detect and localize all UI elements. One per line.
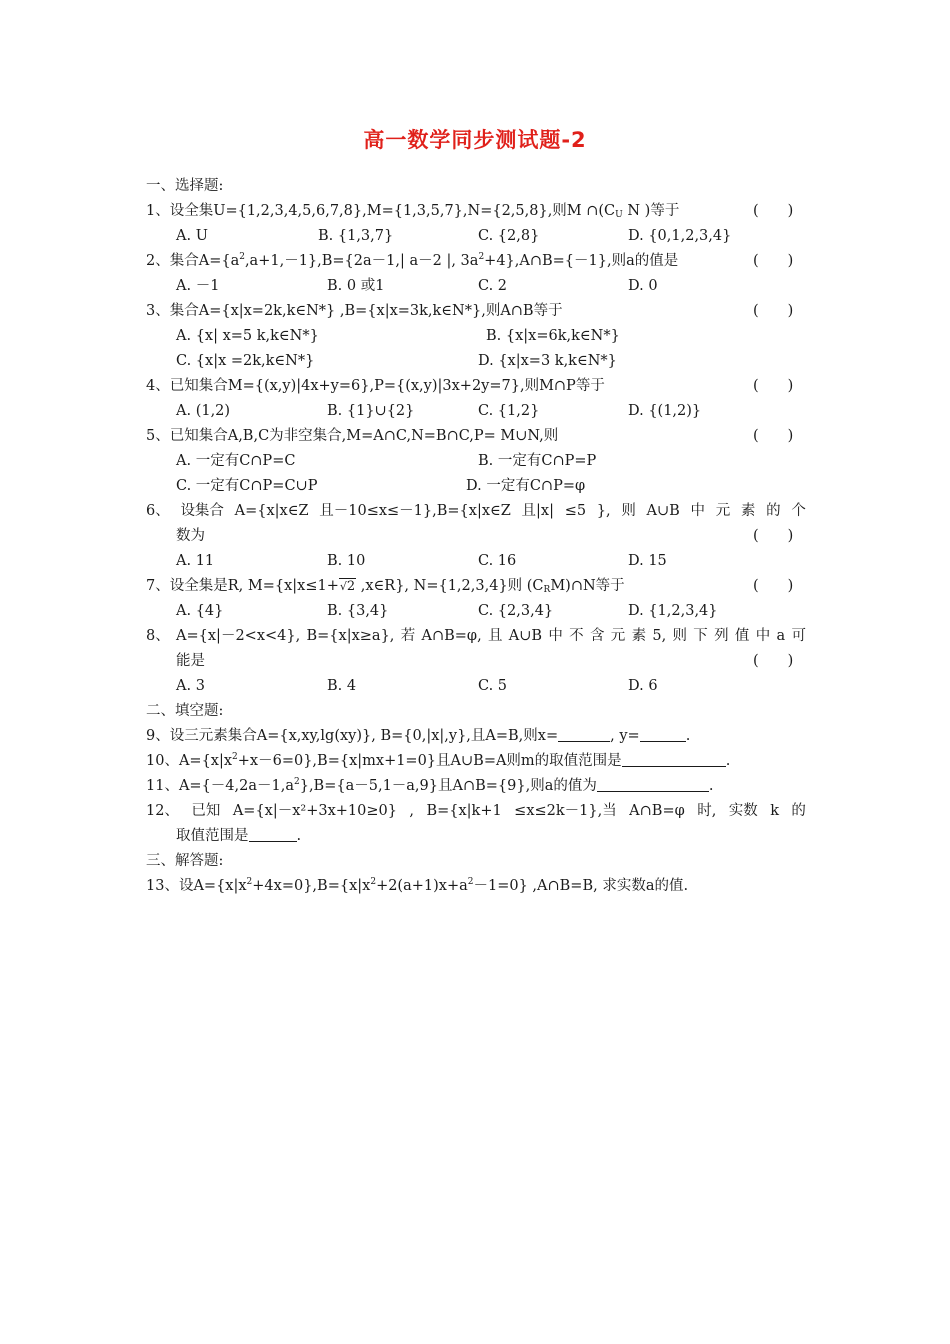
question-13-text-mid-2: +2(a+1)x+a xyxy=(376,878,468,894)
q8-word: A∩B=φ, xyxy=(421,628,482,644)
superscript: 2 xyxy=(478,252,485,262)
question-5-options-row-2 xyxy=(146,474,806,499)
answer-blank-y[interactable] xyxy=(640,725,686,742)
question-3-options-row-1 xyxy=(146,324,806,349)
question-8-text-end: 能是 xyxy=(176,653,205,669)
q6-word: A={x|x∈Z xyxy=(234,503,309,519)
question-7-text-end: M)∩N等于 xyxy=(550,578,625,594)
question-13-text-mid: +4x=0},B={x|x xyxy=(252,878,371,894)
q8-word: 8、 xyxy=(146,628,170,644)
q6-word: 元 xyxy=(715,503,731,519)
question-12-text-end: 取值范围是 xyxy=(176,828,249,844)
q12-word: 已知 xyxy=(191,803,221,819)
option-c: C. 2 xyxy=(478,278,508,294)
answer-paren: ( ) xyxy=(753,578,794,594)
option-b: B. 0 或1 xyxy=(327,278,385,294)
period: . xyxy=(296,828,302,844)
section-heading-choice: 一、选择题: xyxy=(146,178,224,194)
q8-word: a xyxy=(776,628,786,644)
q8-word: 若 xyxy=(400,628,416,644)
question-6-options xyxy=(146,549,806,574)
answer-blank[interactable] xyxy=(249,825,297,842)
question-3 xyxy=(146,299,806,324)
q8-word: 可 xyxy=(791,628,806,644)
q8-word: 元 xyxy=(610,628,626,644)
q6-word: 设集合 xyxy=(180,503,224,519)
question-5 xyxy=(146,424,806,449)
radicand: 2 xyxy=(346,579,356,594)
question-4 xyxy=(146,374,806,399)
q6-word: 素 xyxy=(740,503,756,519)
superscript: 2 xyxy=(246,877,253,887)
q6-word: 的 xyxy=(766,503,781,519)
question-3-text: 3、集合A={x|x=2k,k∈N*} ,B={x|x=3k,k∈N*},则A∩B等于 xyxy=(146,303,563,319)
question-10-text: 10、A={x|x xyxy=(146,753,233,769)
question-10-text-end: . xyxy=(725,753,731,769)
exam-body xyxy=(146,174,806,899)
answer-paren: ( ) xyxy=(753,428,794,444)
option-d: D. {0,1,2,3,4} xyxy=(628,228,732,244)
question-1 xyxy=(146,199,806,224)
question-13-text-end: －1=0} ,A∩B=B, 求实数a的值. xyxy=(473,878,689,894)
question-9-text-end: . xyxy=(685,728,691,744)
question-5-text: 5、已知集合A,B,C为非空集合,M=A∩C,N=B∩C,P= M∪N,则 xyxy=(146,428,559,444)
q6-word: }, xyxy=(596,503,611,519)
q8-word: 中 xyxy=(755,628,771,644)
option-d: D. {x|x=3 k,k∈N*} xyxy=(478,353,617,369)
question-1-options xyxy=(146,224,806,249)
question-7-text-mid: ,x∈R}, N={1,2,3,4}则 (C xyxy=(356,578,544,594)
question-8-options xyxy=(146,674,806,699)
answer-blank[interactable] xyxy=(622,750,726,767)
q12-word: 时, xyxy=(697,803,717,819)
q6-word: 则 xyxy=(621,503,636,519)
question-9-text: 9、设三元素集合A={x,xy,lg(xy)}, B={0,|x|,y},且A=B,则x= xyxy=(146,728,559,744)
q8-word: 则 xyxy=(672,628,687,644)
option-d: D. 6 xyxy=(628,678,658,694)
answer-paren: ( ) xyxy=(753,528,794,544)
section-heading-fill: 二、填空题: xyxy=(146,703,224,719)
option-b: B. 10 xyxy=(327,553,366,569)
option-b: B. {x|x=6k,k∈N*} xyxy=(486,328,620,344)
question-10 xyxy=(146,749,806,774)
question-5-options-row-1 xyxy=(146,449,806,474)
question-11-text: 11、A={－4,2a－1,a xyxy=(146,778,294,794)
question-1-text-end: N )等于 xyxy=(622,203,680,219)
superscript: 2 xyxy=(232,752,238,762)
option-b: B. 4 xyxy=(327,678,357,694)
q12-word: A={x|－x²+3x+10≥0} xyxy=(232,803,397,819)
superscript: 2 xyxy=(467,877,474,887)
question-11 xyxy=(146,774,806,799)
q6-word: 6、 xyxy=(146,503,170,519)
q12-word: k xyxy=(770,803,779,819)
q8-word: A∪B xyxy=(508,628,543,644)
option-a: A. 3 xyxy=(176,678,205,694)
q8-word: 素 xyxy=(631,628,647,644)
question-7 xyxy=(146,574,806,599)
question-9-text-mid: , y= xyxy=(610,728,640,744)
question-1-text: 1、设全集U={1,2,3,4,5,6,7,8},M={1,3,5,7},N={2,5,8},则M ∩(C xyxy=(146,203,616,219)
option-a: A. (1,2) xyxy=(176,403,231,419)
option-a: A. 11 xyxy=(176,553,215,569)
option-c: C. {x|x =2k,k∈N*} xyxy=(176,353,315,369)
answer-paren: ( ) xyxy=(753,653,794,669)
question-2-text-mid: ,a+1,－1},B={2a－1,| a－2 |, 3a xyxy=(244,253,479,269)
option-a: A. {x| x=5 k,k∈N*} xyxy=(176,328,319,344)
option-a: A. {4} xyxy=(176,603,224,619)
q12-word: B={x|k+1 xyxy=(426,803,502,819)
option-c: C. {2,3,4} xyxy=(478,603,554,619)
option-b: B. 一定有C∩P=P xyxy=(478,453,597,469)
question-2-text: 2、集合A={a xyxy=(146,253,240,269)
complement-subscript: R xyxy=(543,585,551,595)
question-8-line-2 xyxy=(146,649,806,674)
question-10-text-mid: +x－6=0},B={x|mx+1=0}且A∪B=A则m的取值范围是 xyxy=(237,753,622,769)
option-b: B. {1}∪{2} xyxy=(327,403,415,419)
question-12-line-2 xyxy=(146,824,806,849)
q6-word: 个 xyxy=(791,503,806,519)
q12-word: A∩B=φ xyxy=(629,803,685,819)
option-b: B. {3,4} xyxy=(327,603,389,619)
superscript: 2 xyxy=(293,777,300,787)
question-8 xyxy=(146,624,806,649)
q8-word: 且 xyxy=(488,628,503,644)
option-c: C. 16 xyxy=(478,553,517,569)
q8-word: 下 xyxy=(693,628,708,644)
superscript: 2 xyxy=(370,877,377,887)
answer-paren: ( ) xyxy=(753,303,794,319)
answer-blank-x[interactable] xyxy=(558,725,610,742)
option-c: C. {2,8} xyxy=(478,228,540,244)
section-heading-solve: 三、解答题: xyxy=(146,853,224,869)
q8-word: 值 xyxy=(734,628,750,644)
q12-word: 的 xyxy=(791,803,806,819)
question-11-text-mid: },B={a－5,1－a,9}且A∩B={9},则a的值为 xyxy=(299,778,597,794)
question-13-text: 13、设A={x|x xyxy=(146,878,247,894)
answer-blank[interactable] xyxy=(597,775,709,792)
q8-word: 中 xyxy=(548,628,563,644)
question-13 xyxy=(146,874,806,899)
answer-paren: ( ) xyxy=(753,253,794,269)
q8-word: 不 xyxy=(569,628,584,644)
question-2-text-end: +4},A∩B={－1},则a的值是 xyxy=(484,253,679,269)
option-c: C. 5 xyxy=(478,678,508,694)
q6-word: 且|x| xyxy=(521,503,554,519)
option-d: D. {1,2,3,4} xyxy=(628,603,718,619)
option-d: D. 0 xyxy=(628,278,658,294)
option-a: A. 一定有C∩P=C xyxy=(176,453,296,469)
question-9 xyxy=(146,724,806,749)
q6-word: 且－10≤x≤－1},B={x|x∈Z xyxy=(319,503,511,519)
option-d: D. 15 xyxy=(628,553,667,569)
answer-paren: ( ) xyxy=(753,203,794,219)
q8-word: 列 xyxy=(714,628,729,644)
option-d: D. {(1,2)} xyxy=(628,403,702,419)
option-d: D. 一定有C∩P=φ xyxy=(466,478,586,494)
question-4-options xyxy=(146,399,806,424)
question-12 xyxy=(146,799,806,824)
superscript: 2 xyxy=(239,252,245,262)
question-4-text: 4、已知集合M={(x,y)|4x+y=6},P={(x,y)|3x+2y=7},则M∩P等于 xyxy=(146,378,605,394)
question-6-line-2 xyxy=(146,524,806,549)
q8-word: 5, xyxy=(652,628,667,644)
option-b: B. {1,3,7} xyxy=(318,228,394,244)
q12-word: , xyxy=(409,803,415,819)
square-root: √2 xyxy=(339,579,356,594)
option-a: A. －1 xyxy=(176,278,220,294)
question-7-options xyxy=(146,599,806,624)
q6-word: 中 xyxy=(690,503,705,519)
question-2-options xyxy=(146,274,806,299)
question-7-text: 7、设全集是R, M={x|x≤1+ xyxy=(146,578,339,594)
q8-word: B={x|x≥a}, xyxy=(306,628,395,644)
q8-word: A={x|－2<x<4}, xyxy=(176,628,301,644)
q12-word: 12、 xyxy=(146,803,179,819)
complement-subscript: U xyxy=(615,210,623,220)
question-3-options-row-2 xyxy=(146,349,806,374)
option-a: A. U xyxy=(176,228,208,244)
q6-word: ≤5 xyxy=(564,503,587,519)
question-11-text-end: . xyxy=(708,778,714,794)
question-2 xyxy=(146,249,806,274)
question-6 xyxy=(146,499,806,524)
option-c: C. 一定有C∩P=C∪P xyxy=(176,478,318,494)
page-title: 高一数学同步测试题-2 xyxy=(363,128,587,152)
q12-word: ≤x≤2k－1},当 xyxy=(514,803,617,819)
q12-word: 实数 xyxy=(728,803,758,819)
option-c: C. {1,2} xyxy=(478,403,540,419)
q8-word: 含 xyxy=(589,628,605,644)
question-6-text-end: 数为 xyxy=(176,528,205,544)
answer-paren: ( ) xyxy=(753,378,794,394)
q6-word: A∪B xyxy=(646,503,680,519)
